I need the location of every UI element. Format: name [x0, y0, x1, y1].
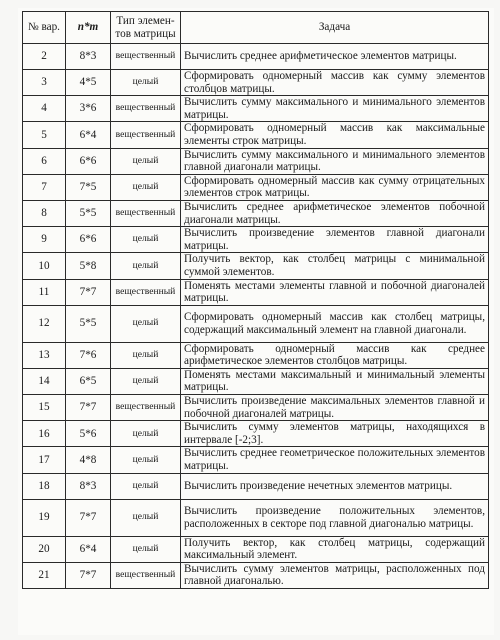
table-row: [23, 253, 489, 279]
cell-variant-number: 2: [23, 44, 66, 70]
table-row: [23, 395, 489, 421]
cell-variant-number: 21: [23, 562, 66, 588]
cell-variant-number: 16: [23, 421, 66, 447]
header-element-type: Тип элемен-тов матрицы: [111, 12, 181, 44]
cell-task: Получить вектор, как столбец матрицы, содержащий максимальный элемент.: [181, 536, 489, 562]
cell-dimensions: 8*3: [66, 44, 111, 70]
cell-variant-number: 6: [23, 148, 66, 174]
cell-dimensions: 6*6: [66, 148, 111, 174]
table-row: [23, 148, 489, 174]
cell-dimensions: 8*3: [66, 473, 111, 499]
cell-element-type: целый: [111, 499, 181, 536]
cell-variant-number: 18: [23, 473, 66, 499]
cell-task: Вычислить сумму элементов матрицы, находящихся в интервале [-2;3].: [181, 421, 489, 447]
cell-task: Вычислить произведение элементов главной диагонали матрицы.: [181, 227, 489, 253]
cell-task: Вычислить сумму максимального и минимального элементов матрицы.: [181, 96, 489, 122]
cell-variant-number: 15: [23, 395, 66, 421]
cell-variant-number: 3: [23, 70, 66, 96]
table-row: [23, 122, 489, 148]
cell-dimensions: 6*4: [66, 536, 111, 562]
cell-element-type: целый: [111, 305, 181, 342]
table-row: [23, 305, 489, 342]
table-row: [23, 200, 489, 226]
cell-variant-number: 10: [23, 253, 66, 279]
table-row: [23, 174, 489, 200]
table-row: [23, 536, 489, 562]
table-row: [23, 44, 489, 70]
cell-task: Вычислить сумму максимального и минимального элементов главной диагонали матрицы.: [181, 148, 489, 174]
cell-variant-number: 8: [23, 200, 66, 226]
table-row: [23, 368, 489, 394]
cell-element-type: вещественный: [111, 395, 181, 421]
table-row: [23, 279, 489, 305]
cell-dimensions: 5*5: [66, 305, 111, 342]
cell-task: Вычислить среднее арифметическое элементов побочной диагонали матрицы.: [181, 200, 489, 226]
cell-variant-number: 5: [23, 122, 66, 148]
cell-dimensions: 3*6: [66, 96, 111, 122]
table-row: [23, 421, 489, 447]
header-dimensions: n*m: [66, 12, 111, 44]
cell-task: Вычислить среднее арифметическое элементов матрицы.: [181, 44, 489, 70]
cell-task: Поменять местами элементы главной и побочной диагоналей матрицы.: [181, 279, 489, 305]
cell-element-type: целый: [111, 536, 181, 562]
header-variant-number: № вар.: [23, 12, 66, 44]
cell-task: Вычислить среднее геометрическое положительных элементов матрицы.: [181, 447, 489, 473]
cell-variant-number: 9: [23, 227, 66, 253]
cell-variant-number: 14: [23, 368, 66, 394]
cell-dimensions: 4*8: [66, 447, 111, 473]
cell-task: Сформировать одномерный массив как максимальные элементы строк матрицы.: [181, 122, 489, 148]
table-row: [23, 473, 489, 499]
cell-dimensions: 5*8: [66, 253, 111, 279]
cell-task: Сформировать одномерный массив как сумму отрицательных элементов строк матрицы.: [181, 174, 489, 200]
cell-dimensions: 7*7: [66, 279, 111, 305]
cell-dimensions: 7*5: [66, 174, 111, 200]
cell-element-type: целый: [111, 421, 181, 447]
cell-element-type: целый: [111, 148, 181, 174]
cell-task: Сформировать одномерный массив как среднее арифметическое элементов столбцов матрицы.: [181, 342, 489, 368]
cell-variant-number: 7: [23, 174, 66, 200]
cell-dimensions: 6*5: [66, 368, 111, 394]
table-header-row: [23, 12, 489, 44]
cell-dimensions: 7*6: [66, 342, 111, 368]
table-row: [23, 342, 489, 368]
cell-variant-number: 11: [23, 279, 66, 305]
table-row: [23, 562, 489, 588]
cell-element-type: целый: [111, 368, 181, 394]
table-row: [23, 96, 489, 122]
cell-dimensions: 7*7: [66, 499, 111, 536]
cell-variant-number: 17: [23, 447, 66, 473]
cell-element-type: целый: [111, 174, 181, 200]
cell-task: Сформировать одномерный массив как столбец матрицы, содержащий максимальный элемент на главной диагонали.: [181, 305, 489, 342]
cell-element-type: целый: [111, 447, 181, 473]
variants-table: [22, 11, 489, 589]
table-row: [23, 70, 489, 96]
cell-element-type: вещественный: [111, 562, 181, 588]
cell-task: Вычислить произведение нечетных элементов матрицы.: [181, 473, 489, 499]
cell-element-type: вещественный: [111, 200, 181, 226]
cell-variant-number: 12: [23, 305, 66, 342]
table-row: [23, 227, 489, 253]
cell-task: Вычислить произведение максимальных элементов главной и побочной диагоналей матрицы.: [181, 395, 489, 421]
cell-dimensions: 5*5: [66, 200, 111, 226]
cell-dimensions: 6*6: [66, 227, 111, 253]
cell-task: Сформировать одномерный массив как сумму элементов столбцов матрицы.: [181, 70, 489, 96]
cell-task: Поменять местами максимальный и минимальный элементы матрицы.: [181, 368, 489, 394]
cell-variant-number: 4: [23, 96, 66, 122]
cell-variant-number: 13: [23, 342, 66, 368]
cell-variant-number: 19: [23, 499, 66, 536]
cell-element-type: вещественный: [111, 279, 181, 305]
cell-task: Вычислить сумму элементов матрицы, расположенных под главной диагональю.: [181, 562, 489, 588]
cell-task: Вычислить произведение положительных элементов, расположенных в секторе под главной диагональю матрицы.: [181, 499, 489, 536]
cell-dimensions: 6*4: [66, 122, 111, 148]
cell-dimensions: 7*7: [66, 562, 111, 588]
cell-variant-number: 20: [23, 536, 66, 562]
cell-element-type: вещественный: [111, 122, 181, 148]
document-page: [18, 8, 494, 635]
header-task: Задача: [181, 12, 489, 44]
table-row: [23, 447, 489, 473]
cell-element-type: вещественный: [111, 44, 181, 70]
cell-element-type: целый: [111, 70, 181, 96]
cell-element-type: целый: [111, 227, 181, 253]
cell-element-type: вещественный: [111, 96, 181, 122]
table-row: [23, 499, 489, 536]
cell-dimensions: 7*7: [66, 395, 111, 421]
cell-element-type: целый: [111, 342, 181, 368]
cell-element-type: целый: [111, 473, 181, 499]
cell-task: Получить вектор, как столбец матрицы с минимальной суммой элементов.: [181, 253, 489, 279]
cell-dimensions: 5*6: [66, 421, 111, 447]
cell-dimensions: 4*5: [66, 70, 111, 96]
cell-element-type: целый: [111, 253, 181, 279]
